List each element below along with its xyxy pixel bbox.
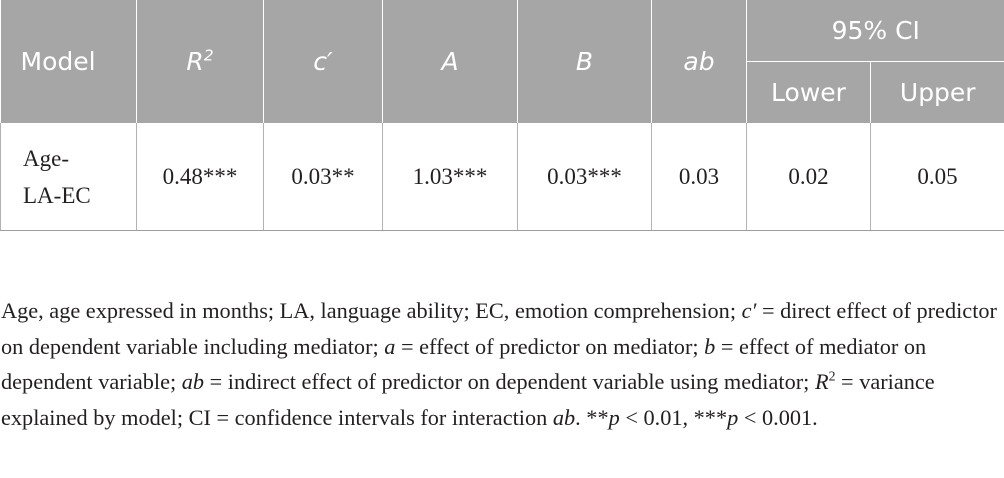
model-line-1: Age-	[23, 145, 69, 171]
header-lower: Lower	[747, 62, 871, 124]
cell-upper: 0.05	[871, 123, 1004, 231]
cell-r2: 0.48***	[137, 123, 264, 231]
header-95-ci: 95% CI	[747, 0, 1004, 62]
cell-model	[1, 123, 137, 231]
table-row	[1, 123, 1004, 231]
cell-b: 0.03***	[518, 123, 652, 231]
header-ab: ab	[652, 0, 747, 123]
header-upper: Upper	[871, 62, 1004, 124]
header-b: B	[518, 0, 652, 123]
header-r2: $R^2$	[137, 0, 264, 123]
mediation-table	[0, 0, 1004, 231]
cell-c-prime: 0.03**	[264, 123, 383, 231]
cell-lower: 0.02	[747, 123, 871, 231]
model-line-2: LA-EC	[23, 182, 91, 208]
cell-ab: 0.03	[652, 123, 747, 231]
cell-a: 1.03***	[383, 123, 518, 231]
header-a: A	[383, 0, 518, 123]
header-model: Model	[1, 0, 137, 123]
header-c-prime: c′	[264, 0, 383, 123]
table-footnote: Age, age expressed in months; LA, language ability; EC, emotion comprehension; c′ = direct effect of predictor on dependent variable including mediator; a = effect of predictor on mediator; b = effect of mediator on dependent variable; ab = indirect effect of predictor on dependent variable using mediator; $R^2$ = variance explained by model; CI = confidence intervals for interaction ab. **p < 0.01, ***p < 0.001.	[1, 298, 997, 430]
header-row	[1, 0, 1004, 62]
